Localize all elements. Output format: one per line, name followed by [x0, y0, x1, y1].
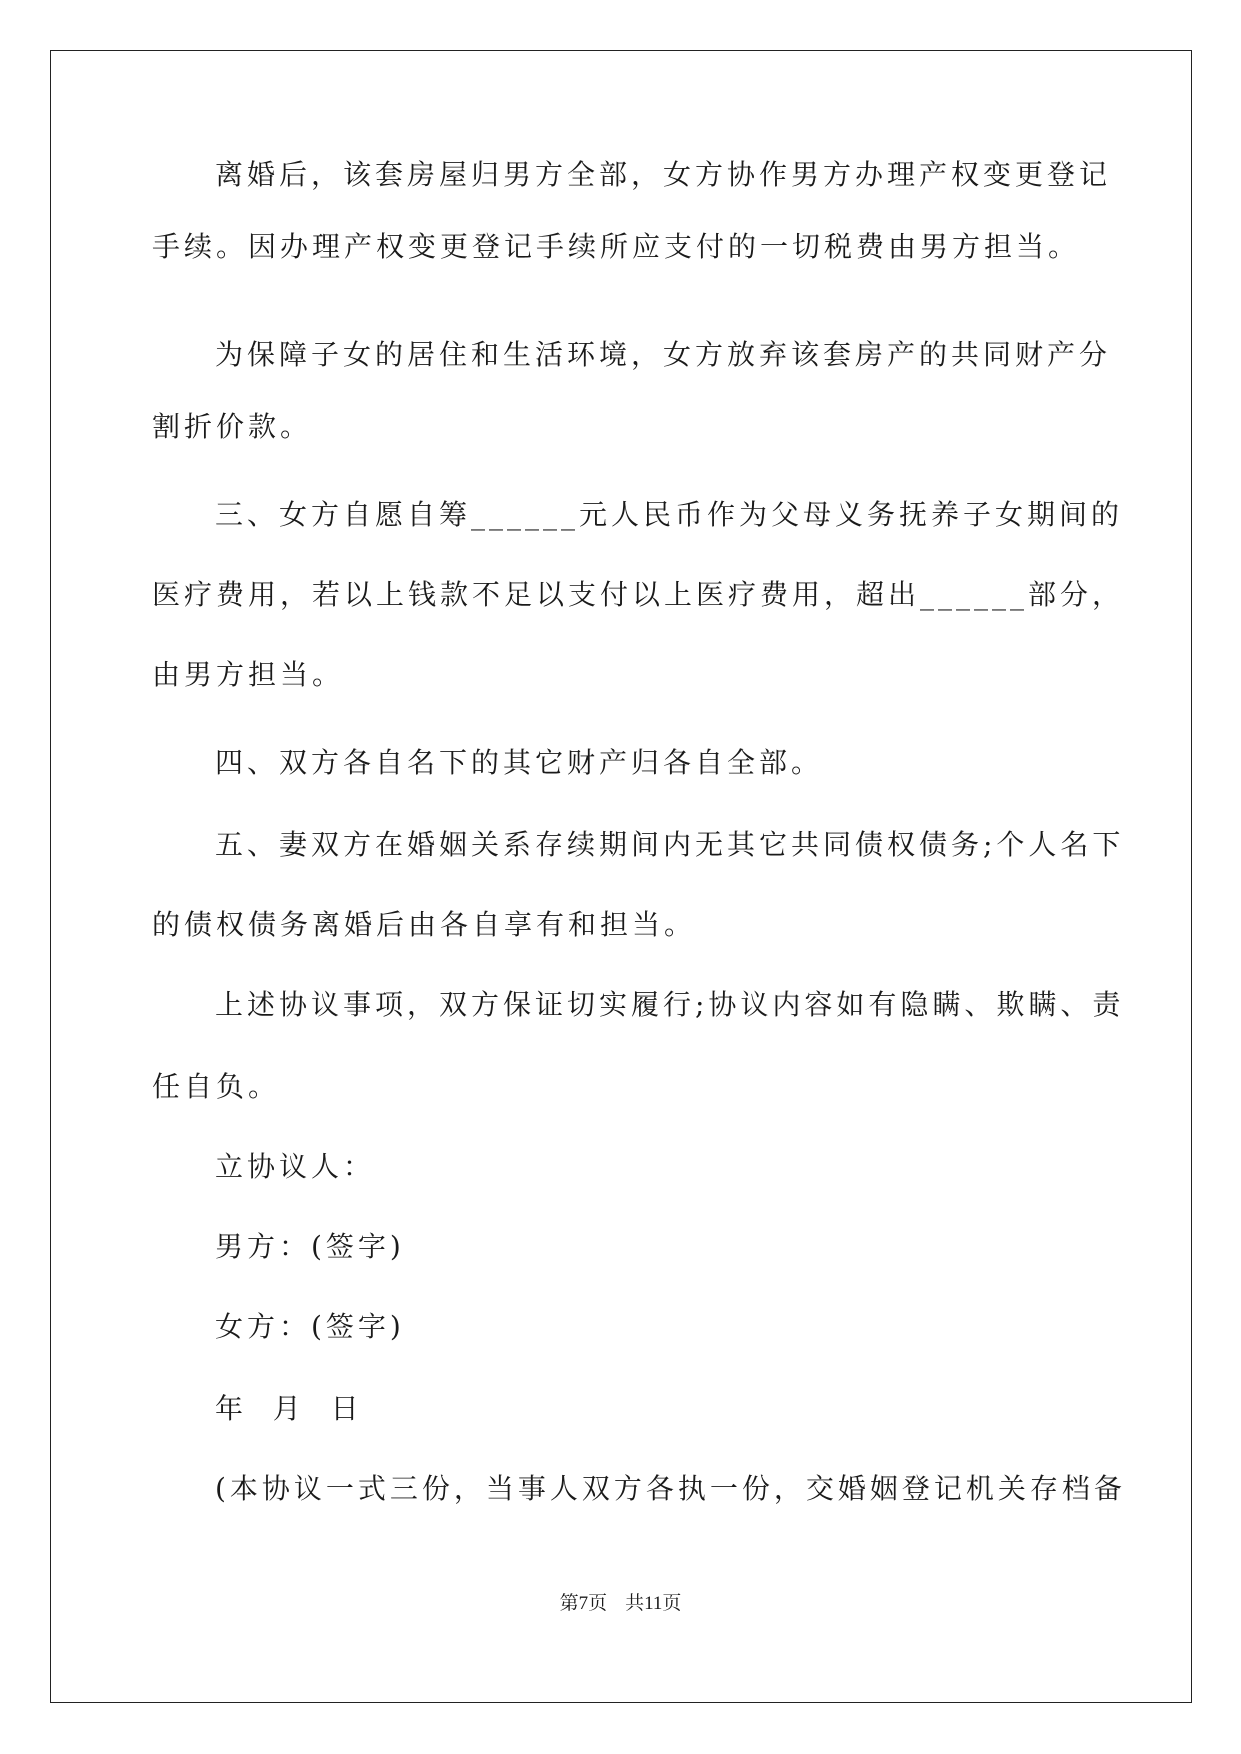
paragraph-line: 五、妻双方在婚姻关系存续期间内无其它共同债权债务;个人名下: [215, 828, 1125, 861]
paragraph-line: 由男方担当。: [152, 658, 345, 691]
paragraph-line: 的债权债务离婚后由各自享有和担当。: [152, 908, 697, 941]
paragraph-line: 医疗费用，若以上钱款不足以支付以上医疗费用，超出______部分，: [152, 578, 1125, 611]
page-border: [50, 50, 1192, 1703]
date-line: 年 月 日: [215, 1392, 363, 1425]
paragraph-line: 割折价款。: [152, 410, 313, 443]
paragraph-line: 任自负。: [152, 1070, 281, 1103]
paragraph-line: 三、女方自愿自筹______元人民币作为父母义务抚养子女期间的: [215, 498, 1124, 531]
paragraph-line: 手续。因办理产权变更登记手续所应支付的一切税费由男方担当。: [152, 230, 1081, 263]
female-signature-line: 女方：(签字): [215, 1310, 405, 1343]
paragraph-line: 上述协议事项，双方保证切实履行;协议内容如有隐瞒、欺瞒、责: [215, 988, 1125, 1021]
current-page: 第7页: [559, 1593, 608, 1614]
paragraph-line: (本协议一式三份，当事人双方各执一份，交婚姻登记机关存档备: [215, 1472, 1126, 1505]
page-footer: [0, 1591, 1241, 1617]
paragraph-line: 离婚后，该套房屋归男方全部，女方协作男方办理产权变更登记: [215, 158, 1112, 191]
paragraph-line: 为保障子女的居住和生活环境，女方放弃该套房产的共同财产分: [215, 338, 1112, 371]
total-pages: 共11页: [625, 1593, 682, 1614]
signatories-label: 立协议人：: [215, 1150, 376, 1183]
paragraph-line: 四、双方各自名下的其它财产归各自全部。: [215, 746, 824, 779]
male-signature-line: 男方：(签字): [215, 1230, 405, 1263]
